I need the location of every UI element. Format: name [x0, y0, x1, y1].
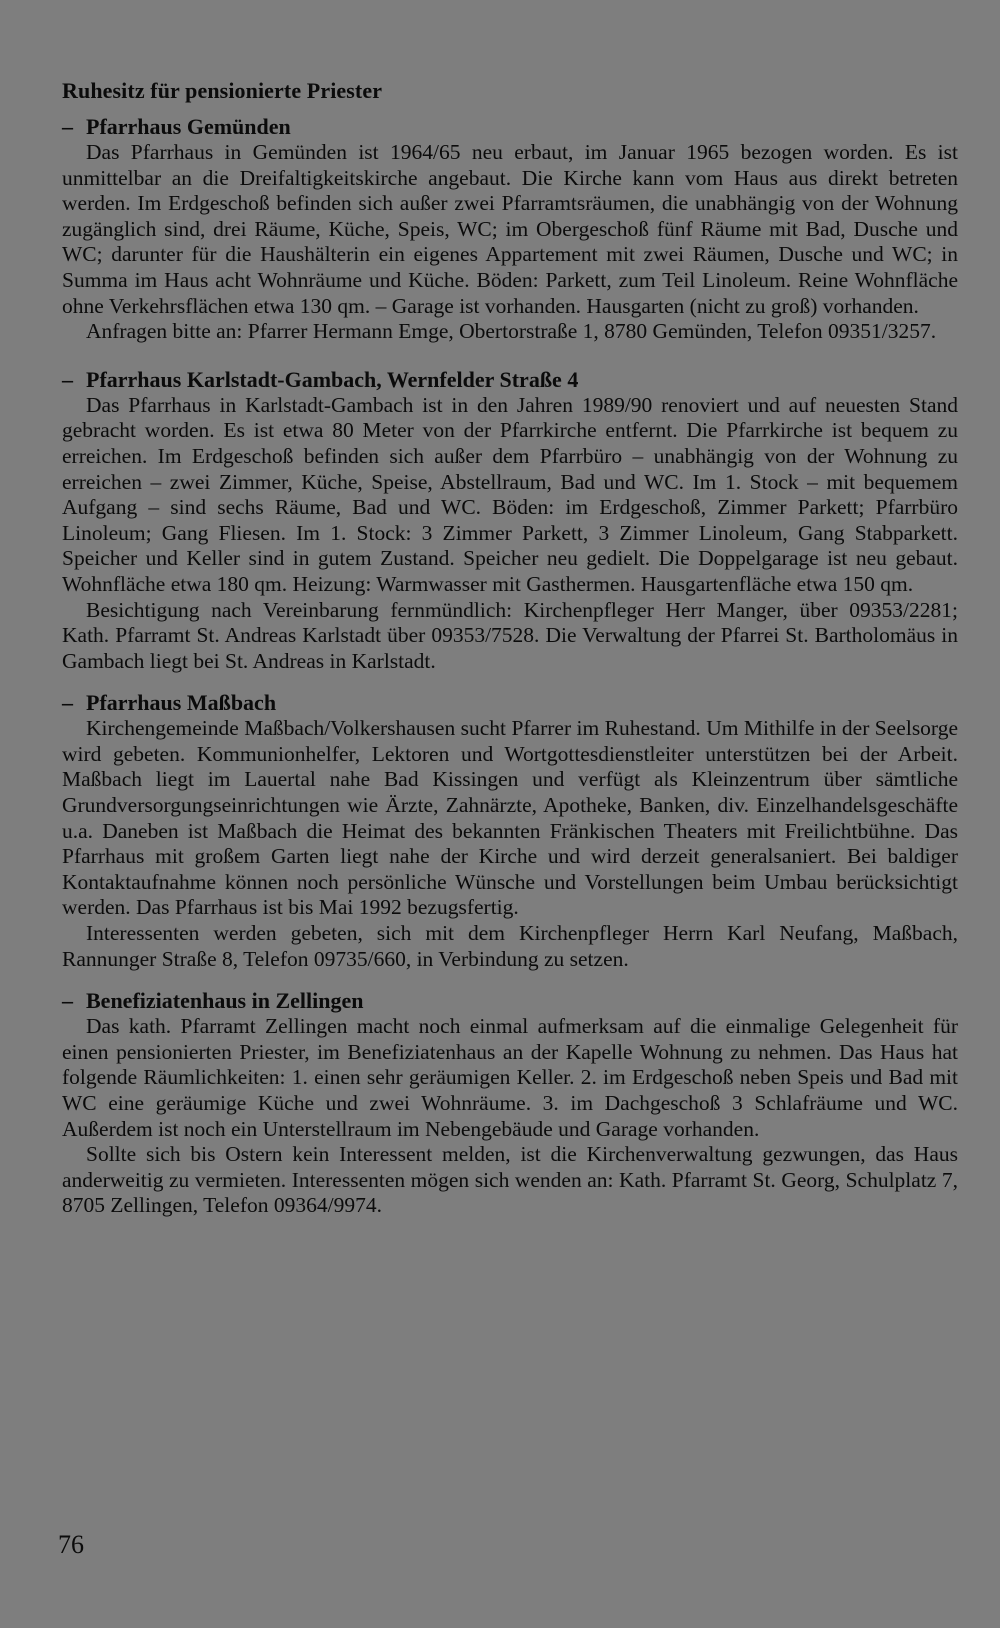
paragraph: Das Pfarrhaus in Gemünden ist 1964/65 neu erbaut, im Januar 1965 bezogen worden. Es ist unmittelbar an die Dreifaltigkeitskirche angebaut. Die Kirche kann vom Haus aus direkt betreten werden. Im Erdgeschoß befinden sich außer zwei Pfarramtsräumen, die unabhängig von der Wohnung zugänglich sind, drei Räume, Küche, Speis, WC; im Obergeschoß fünf Räume mit Bad, Dusche und WC; darunter für die Haushälterin ein eigenes Appartement mit zwei Räumen, Dusche und WC; in Summa im Haus acht Wohnräume und Küche. Böden: Parkett, zum Teil Linoleum. Reine Wohnfläche ohne Verkehrsflächen etwa 130 qm. – Garage ist vorhanden. Hausgarten (nicht zu groß) vorhanden.	[62, 140, 958, 318]
paragraph: Interessenten werden gebeten, sich mit dem Kirchenpfleger Herrn Karl Neufang, Maßbach, Rannunger Straße 8, Telefon 09735/660, in Verbindung zu setzen.	[62, 921, 958, 971]
section-title-text: Pfarrhaus Gemünden	[86, 114, 291, 139]
paragraph: Kirchengemeinde Maßbach/Volkershausen sucht Pfarrer im Ruhestand. Um Mithilfe in der Seelsorge wird gebeten. Kommunionhelfer, Lektoren und Wortgottesdienstleiter unterstützen bei der Arbeit. Maßbach liegt im Lauertal nahe Bad Kissingen und verfügt als Kleinzentrum über sämtliche Grundversorgungseinrichtungen wie Ärzte, Zahnärzte, Apotheke, Banken, div. Einzelhandelsgeschäfte u.a. Daneben ist Maßbach die Heimat des bekannten Fränkischen Theaters mit Freilichtbühne. Das Pfarrhaus mit großem Garten liegt nahe der Kirche und wird derzeit generalsaniert. Bei baldiger Kontaktaufnahme können noch persönliche Wünsche und Vorstellungen beim Umbau berücksichtigt werden. Das Pfarrhaus ist bis Mai 1992 bezugsfertig.	[62, 716, 958, 920]
section-title	[62, 114, 958, 140]
section-massbach	[62, 690, 958, 972]
paragraph: Das Pfarrhaus in Karlstadt-Gambach ist in den Jahren 1989/90 renoviert und auf neuesten Stand gebracht worden. Es ist etwa 80 Meter von der Pfarrkirche entfernt. Die Pfarrkirche ist bequem zu erreichen. Im Erdgeschoß befinden sich außer dem Pfarrbüro – unabhängig von der Wohnung zu erreichen – zwei Zimmer, Küche, Speise, Abstellraum, Bad und WC. Im 1. Stock – mit bequemem Aufgang – sind sechs Räume, Bad und WC. Böden: im Erdgeschoß, Zimmer Parkett; Pfarrbüro Linoleum; Gang Fliesen. Im 1. Stock: 3 Zimmer Parkett, 3 Zimmer Linoleum, Gang Stabparkett. Speicher und Keller sind in gutem Zustand. Speicher neu gedielt. Die Doppelgarage ist neu gebaut. Wohnfläche etwa 180 qm. Heizung: Warmwasser mit Gasthermen. Hausgartenfläche etwa 150 qm.	[62, 392, 958, 596]
section-title-text: Benefiziatenhaus in Zellingen	[86, 988, 364, 1014]
section-dash: –	[62, 366, 73, 392]
paragraph: Das kath. Pfarramt Zellingen macht noch einmal aufmerksam auf die einmalige Gelegenheit für einen pensionierten Priester, im Benefiziatenhaus an der Kapelle Wohnung zu nehmen. Das Haus hat folgende Räumlichkeiten: 1. einen sehr geräumigen Keller. 2. im Erdgeschoß neben Speis und Bad mit WC eine geräumige Küche und zwei Wohnräume. 3. im Dachgeschoß 3 Schlafräume und WC. Außerdem ist noch ein Unterstellraum im Nebengebäude und Garage vorhanden.	[62, 1014, 958, 1141]
section-karlstadt-gambach	[62, 367, 958, 675]
page-number: 76	[58, 1530, 84, 1559]
paragraph: Sollte sich bis Ostern kein Interessent melden, ist die Kirchenverwaltung gezwungen, das Haus anderweitig zu vermieten. Interessenten mögen sich wenden an: Kath. Pfarramt St. Georg, Schulplatz 7, 8705 Zellingen, Telefon 09364/9974.	[62, 1142, 958, 1218]
page-heading: Ruhesitz für pensionierte Priester	[62, 78, 383, 103]
section-title	[62, 988, 958, 1014]
section-zellingen	[62, 988, 958, 1219]
section-title	[62, 690, 958, 716]
section-dash: –	[62, 988, 73, 1014]
section-title-text: Pfarrhaus Maßbach	[86, 690, 277, 716]
section-dash: –	[62, 690, 73, 716]
section-title	[62, 367, 958, 393]
section-title-text: Pfarrhaus Karlstadt-Gambach, Wernfelder Straße 4	[86, 366, 579, 392]
paragraph: Besichtigung nach Vereinbarung fernmündlich: Kirchenpfleger Herr Manger, über 09353/2281; Kath. Pfarramt St. Andreas Karlstadt über 09353/7528. Die Verwaltung der Pfarrei St. Bartholomäus in Gambach liegt bei St. Andreas in Karlstadt.	[62, 597, 958, 673]
section-gemuenden	[62, 114, 958, 345]
document-page	[62, 78, 958, 1219]
section-dash: –	[62, 114, 73, 139]
paragraph: Anfragen bitte an: Pfarrer Hermann Emge, Obertorstraße 1, 8780 Gemünden, Telefon 09351/3257.	[86, 319, 937, 344]
